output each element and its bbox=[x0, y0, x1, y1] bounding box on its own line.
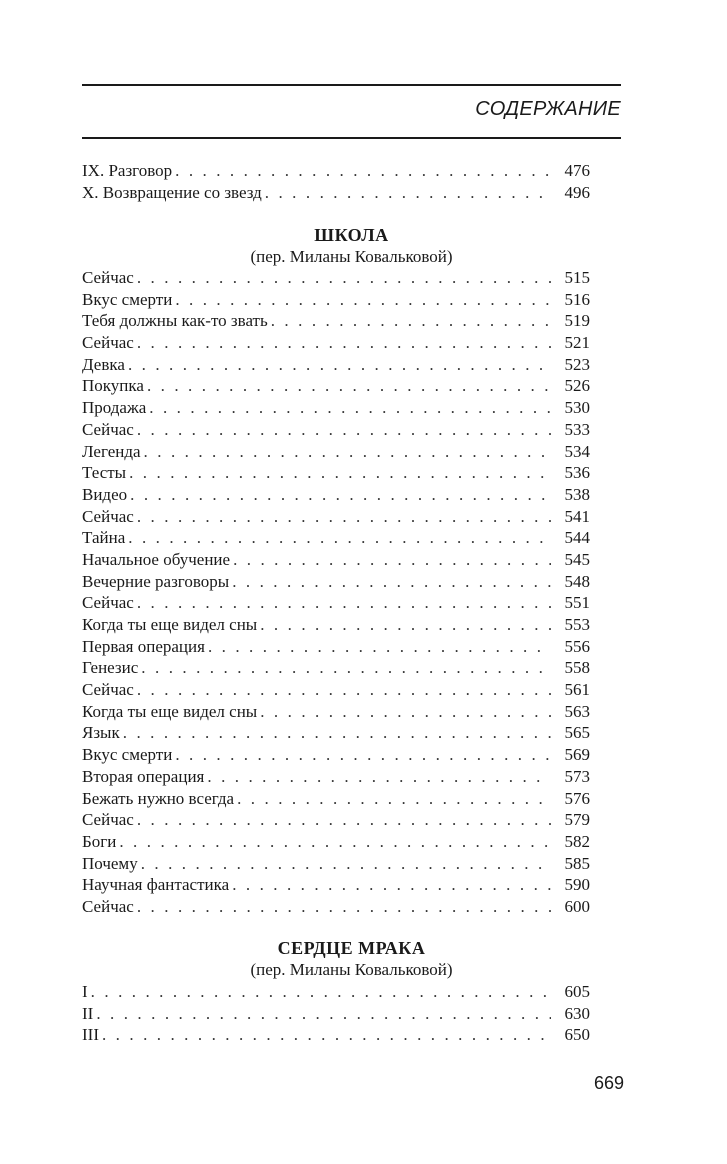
toc-entry bbox=[82, 484, 590, 506]
toc-entry-title: Вкус смерти bbox=[82, 289, 173, 309]
toc-entry bbox=[82, 1003, 590, 1025]
toc-entry bbox=[82, 160, 590, 182]
toc-entry-title: Сейчас bbox=[82, 333, 134, 353]
toc-entry-title: Покупка bbox=[82, 376, 144, 396]
toc-entry bbox=[82, 397, 590, 419]
running-head: СОДЕРЖАНИЕ bbox=[475, 98, 621, 120]
toc-entry-page: 515 bbox=[564, 268, 590, 287]
toc-entry bbox=[82, 831, 590, 853]
toc-entry-page: 519 bbox=[564, 311, 590, 331]
toc-entry-page: 558 bbox=[564, 658, 590, 678]
toc-entry bbox=[82, 766, 590, 788]
toc-entry bbox=[82, 874, 590, 896]
toc-entry-title: Первая операция bbox=[82, 636, 205, 656]
toc-entry-title: X. Возвращение со звезд bbox=[82, 182, 262, 202]
toc-entry-page: 556 bbox=[564, 636, 590, 656]
toc-entry-title: Тесты bbox=[82, 463, 127, 483]
toc-entry-title: Сейчас bbox=[82, 810, 134, 830]
dot-leader bbox=[147, 375, 551, 397]
toc-top-list bbox=[82, 160, 590, 203]
toc-entry-page: 576 bbox=[564, 788, 590, 808]
dot-leader bbox=[260, 701, 551, 723]
toc-entry-title: Сейчас bbox=[82, 506, 134, 526]
toc-entry bbox=[82, 657, 590, 679]
toc-entry-page: 605 bbox=[564, 982, 590, 1001]
dot-leader bbox=[137, 267, 551, 289]
toc-entry-page: 579 bbox=[564, 810, 590, 830]
toc-entry bbox=[82, 788, 590, 810]
toc-entry-title: Когда ты еще видел сны bbox=[82, 701, 258, 721]
toc-entry-title: Когда ты еще видел сны bbox=[82, 615, 258, 634]
toc-entry-title: Генезис bbox=[82, 658, 139, 678]
toc-entry-title: Тебя должны как-то звать bbox=[82, 311, 268, 331]
dot-leader bbox=[232, 571, 551, 593]
dot-leader bbox=[137, 592, 551, 614]
toc-entry-title: Вкус смерти bbox=[82, 745, 173, 765]
toc-entry-title: Продажа bbox=[82, 398, 147, 418]
dot-leader bbox=[137, 506, 551, 528]
toc-entry-page: 630 bbox=[564, 1003, 590, 1023]
toc-entry-page: 551 bbox=[564, 593, 590, 613]
dot-leader bbox=[137, 419, 551, 441]
top-rule bbox=[82, 84, 621, 86]
dot-leader bbox=[137, 896, 551, 918]
toc-entry-page: 569 bbox=[564, 745, 590, 765]
toc-entry bbox=[82, 182, 590, 204]
toc-entry-page: 563 bbox=[564, 701, 590, 721]
page-number: 669 bbox=[593, 1073, 624, 1093]
header-rule bbox=[82, 137, 621, 139]
toc-entry-page: 533 bbox=[564, 419, 590, 439]
toc-entry-page: 541 bbox=[564, 506, 590, 526]
dot-leader bbox=[237, 788, 551, 810]
toc-entry-page: 585 bbox=[564, 853, 590, 873]
toc-entry bbox=[82, 527, 590, 549]
toc-entry-page: 521 bbox=[564, 333, 590, 353]
toc-entry bbox=[82, 419, 590, 441]
toc-entry-title: Боги bbox=[82, 831, 117, 851]
toc-entry-page: 573 bbox=[564, 766, 590, 786]
dot-leader bbox=[144, 441, 551, 463]
toc-entry-page: 526 bbox=[564, 376, 590, 396]
toc-entry bbox=[82, 981, 590, 1003]
toc-entry-page: 530 bbox=[564, 398, 590, 418]
dot-leader bbox=[129, 462, 551, 484]
toc-entry bbox=[82, 722, 590, 744]
toc-entry bbox=[82, 354, 590, 376]
toc-entry bbox=[82, 701, 590, 723]
toc-entry-page: 536 bbox=[564, 463, 590, 483]
toc-entry-page: 545 bbox=[564, 549, 590, 569]
toc-entry-title: Вторая операция bbox=[82, 766, 205, 786]
toc-entry bbox=[82, 310, 590, 332]
toc-entry-title: Научная фантастика bbox=[82, 875, 230, 895]
toc-entry bbox=[82, 332, 590, 354]
dot-leader bbox=[233, 549, 551, 571]
toc-entry-page: 496 bbox=[564, 182, 590, 202]
toc-entry bbox=[82, 853, 590, 875]
toc-entry bbox=[82, 592, 590, 614]
toc-entry-title: Бежать нужно всегда bbox=[82, 788, 235, 808]
dot-leader bbox=[119, 831, 551, 853]
toc-entry-title: Легенда bbox=[82, 441, 141, 461]
toc-entry-title: III bbox=[82, 1025, 99, 1045]
dot-leader bbox=[141, 657, 551, 679]
dot-leader bbox=[207, 766, 551, 788]
toc-entry-title: Сейчас bbox=[82, 593, 134, 613]
toc-entry bbox=[82, 896, 590, 918]
toc-entry bbox=[82, 267, 590, 289]
toc-entry-page: 565 bbox=[564, 723, 590, 743]
toc-entry bbox=[82, 375, 590, 397]
toc-entry bbox=[82, 549, 590, 571]
dot-leader bbox=[91, 981, 551, 1003]
toc-entry bbox=[82, 809, 590, 831]
toc-entry-title: Видео bbox=[82, 484, 128, 504]
dot-leader bbox=[175, 160, 551, 182]
dot-leader bbox=[260, 614, 551, 636]
dot-leader bbox=[123, 722, 551, 744]
dot-leader bbox=[128, 527, 551, 549]
toc-entry-page: 476 bbox=[564, 161, 590, 180]
dot-leader bbox=[102, 1024, 551, 1046]
dot-leader bbox=[137, 332, 551, 354]
toc-entry bbox=[82, 571, 590, 593]
toc-entry-title: Сейчас bbox=[82, 268, 134, 287]
toc-entry bbox=[82, 289, 590, 311]
dot-leader bbox=[137, 809, 551, 831]
section-subtitle-heart-of-darkness: (пер. Миланы Ковальковой) bbox=[250, 960, 453, 979]
toc-entry-title: Девка bbox=[82, 354, 125, 374]
toc-list-school bbox=[82, 267, 590, 918]
dot-leader bbox=[271, 310, 551, 332]
toc-entry-page: 600 bbox=[564, 896, 590, 916]
toc-entry bbox=[82, 636, 590, 658]
dot-leader bbox=[141, 853, 551, 875]
toc-entry-title: Сейчас bbox=[82, 896, 134, 916]
toc-entry bbox=[82, 679, 590, 701]
toc-entry-title: IX. Разговор bbox=[82, 161, 173, 180]
toc-entry-page: 534 bbox=[564, 441, 590, 461]
toc-entry-title: Язык bbox=[82, 723, 120, 743]
dot-leader bbox=[175, 744, 551, 766]
toc-entry-page: 544 bbox=[564, 528, 590, 548]
section-title-heart-of-darkness: СЕРДЦЕ МРАКА bbox=[277, 938, 426, 958]
dot-leader bbox=[128, 354, 551, 376]
toc-entry-page: 650 bbox=[564, 1025, 590, 1045]
toc-entry-page: 582 bbox=[564, 831, 590, 851]
toc-entry-title: Вечерние разговоры bbox=[82, 571, 230, 591]
toc-entry-title: II bbox=[82, 1003, 94, 1023]
dot-leader bbox=[96, 1003, 551, 1025]
toc-entry-page: 538 bbox=[564, 484, 590, 504]
toc-entry bbox=[82, 462, 590, 484]
dot-leader bbox=[208, 636, 551, 658]
toc-entry-page: 548 bbox=[564, 571, 590, 591]
toc-entry-page: 523 bbox=[564, 354, 590, 374]
toc-entry-title: Сейчас bbox=[82, 680, 134, 700]
dot-leader bbox=[130, 484, 551, 506]
toc-entry-page: 553 bbox=[564, 615, 590, 634]
toc-entry-title: Почему bbox=[82, 853, 138, 873]
section-subtitle-school: (пер. Миланы Ковальковой) bbox=[250, 247, 453, 266]
toc-list-heart-of-darkness bbox=[82, 981, 590, 1046]
dot-leader bbox=[232, 874, 551, 896]
toc-entry-title: Начальное обучение bbox=[82, 549, 231, 569]
toc-entry-title: Сейчас bbox=[82, 419, 134, 439]
toc-entry-title: Тайна bbox=[82, 528, 126, 548]
toc-entry bbox=[82, 614, 590, 636]
toc-entry-page: 590 bbox=[564, 875, 590, 895]
dot-leader bbox=[137, 679, 551, 701]
toc-entry bbox=[82, 744, 590, 766]
toc-entry-page: 516 bbox=[564, 289, 590, 309]
toc-entry bbox=[82, 441, 590, 463]
toc-entry-title: I bbox=[82, 982, 88, 1001]
dot-leader bbox=[175, 289, 551, 311]
toc-entry bbox=[82, 1024, 590, 1046]
dot-leader bbox=[149, 397, 551, 419]
dot-leader bbox=[265, 182, 551, 204]
section-title-school: ШКОЛА bbox=[314, 225, 389, 245]
toc-entry bbox=[82, 506, 590, 528]
toc-entry-page: 561 bbox=[564, 680, 590, 700]
